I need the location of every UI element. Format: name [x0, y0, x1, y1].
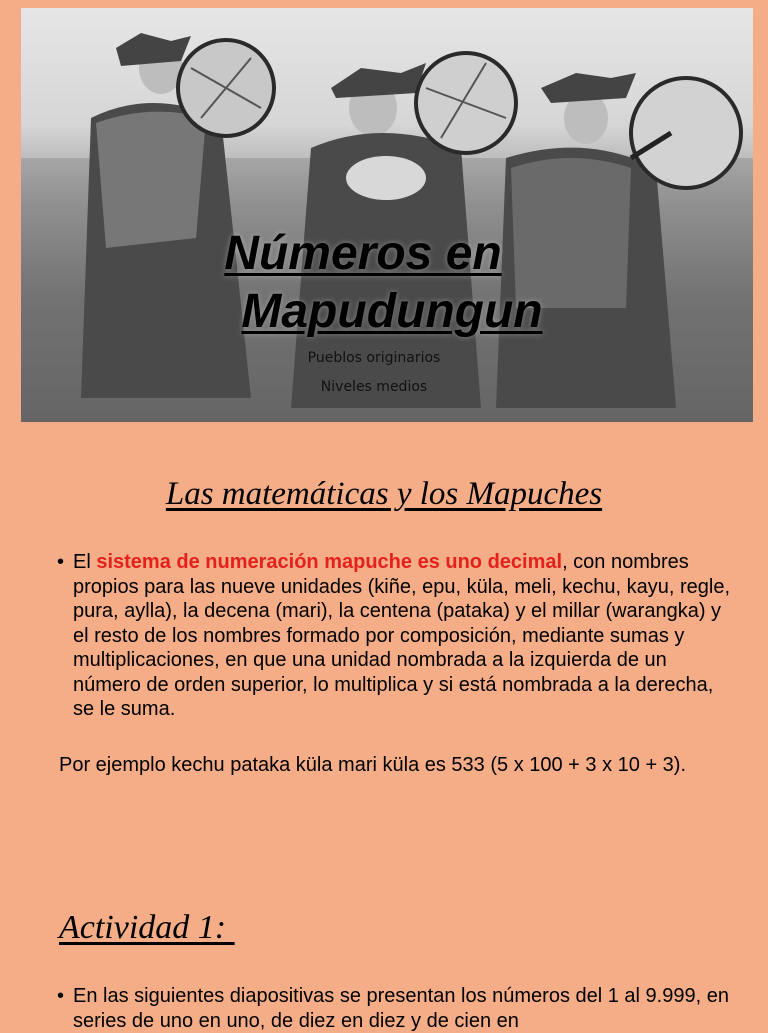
- title-slide: [21, 8, 753, 422]
- highlighted-text: sistema de numeración mapuche es uno decimal: [96, 551, 563, 573]
- activity-text: En las siguientes diapositivas se presentan los números del 1 al 9.999, en series de uno en uno, de diez en diez y de cien en: [73, 985, 729, 1032]
- activity-heading: Actividad 1:: [59, 909, 235, 946]
- drum-icon: [631, 78, 741, 188]
- bullet-icon: •: [57, 551, 65, 573]
- slide-subtitle-line1: Pueblos originarios: [307, 350, 441, 366]
- activity-bullet: [57, 984, 733, 1033]
- example-paragraph: Por ejemplo kechu pataka küla mari küla es 533 (5 x 100 + 3 x 10 + 3).: [59, 754, 687, 776]
- slide-subtitle-line2: Niveles medios: [320, 379, 428, 395]
- section-heading: Las matemáticas y los Mapuches: [165, 476, 603, 512]
- bullet-rest: , con nombres propios para las nueve unidades (kiñe, epu, küla, meli, kechu, kayu, regle, pura, aylla), la decena (mari), la centena (pataka) y el millar (warangka) y el resto de los nombres formado por composición, mediante sumas y multiplicaciones, en que una unidad nombrada a la izquierda de un número de orden superior, lo multiplica y si está nombrada a la derecha, se le suma.: [73, 551, 731, 720]
- bullet-paragraph: [57, 550, 733, 722]
- bullet-icon: •: [57, 985, 65, 1007]
- bullet-prefix: El: [73, 551, 97, 573]
- slide-title-line1: Números en: [224, 227, 502, 280]
- slide-title-line2: Mapudungun: [241, 285, 543, 338]
